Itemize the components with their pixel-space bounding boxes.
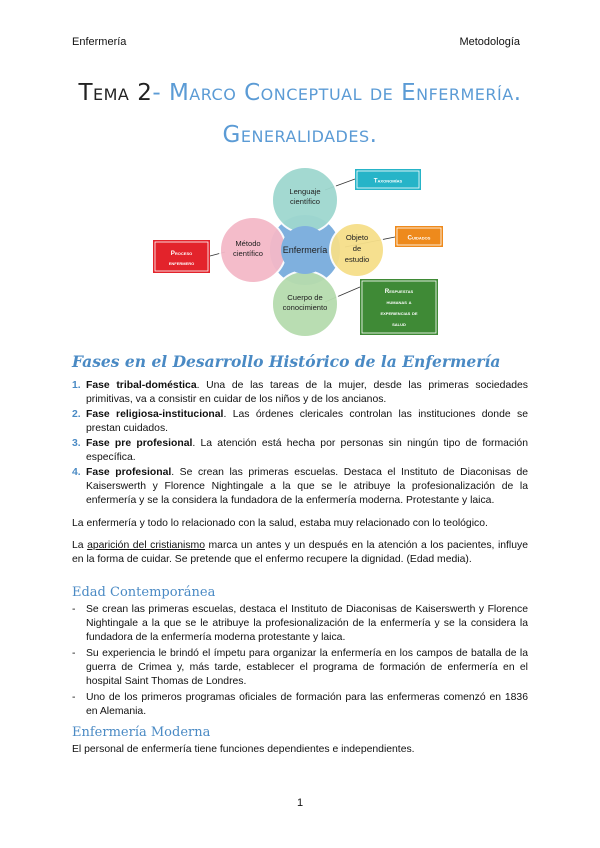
paragraph-moderna: El personal de enfermería tiene funciones dependientes e independientes. [72,744,415,755]
title-prefix: Tema 2 [78,80,153,106]
label-respuestas-2: humanas a [386,299,412,306]
paragraph-cristianismo: La aparición del cristianismo marca un antes y un después en la atención a los pacientes, influye en la forma de cuidar. Se pretende que el enfermo recupere la dignidad. (Edad media). [72,540,528,565]
title-line1: - Marco Conceptual de Enfermería. [152,80,522,106]
label-cuerpo-2: conocimiento [282,303,328,312]
label-metodo-2: científico [233,249,263,258]
label-enfermeria: Enfermería [282,245,328,255]
label-respuestas-3: experiencias de [380,310,418,317]
label-respuestas-4: salud [392,321,406,328]
underlined-phrase: aparición del cristianismo [87,540,205,551]
label-cuerpo-1: Cuerpo de [287,293,323,302]
label-cuidados: Cuidados [407,234,431,242]
label-proceso-1: Proceso [170,250,193,257]
page-number: 1 [296,797,304,809]
label-objeto-2: de [352,244,362,253]
nursing-concept-diagram [150,162,450,342]
list-item: - Su experiencia le brindó el ímpetu para organizar la enfermería en los campos de batalla de la guerra de Crimea y, más tarde, establecer el programa de formación de enfermería en el hospital Saint Thomas de Londres. [72,648,528,687]
list-item: - Uno de los primeros programas oficiales de formación para las enfermeras comenzó en 1836 en Alemania. [72,692,528,717]
label-objeto-3: estudio [344,255,370,264]
label-proceso-2: enfermero [168,260,195,267]
label-lenguaje-2: científico [290,197,320,206]
list-item: 1. Fase tribal-doméstica. Una de las tareas de la mujer, desde las primeras sociedades primitivas, va a consistir en cuidar de los niños y de los ancianos. [72,380,528,405]
title-line2: Generalidades. [222,122,378,148]
section-heading-fases: Fases en el Desarrollo Histórico de la Enfermería [72,352,501,371]
page-title [0,80,600,106]
header-left: Enfermería [72,36,127,48]
label-metodo-1: Método [235,239,261,248]
header-right: Metodología [459,36,520,48]
phases-list [72,379,528,509]
list-item: 3. Fase pre profesional. La atención está hecha por personas sin ningún tipo de formación específica. [72,438,528,463]
contemporanea-list [72,603,528,721]
list-item: 4. Fase profesional. Se crean las primeras escuelas. Destaca el Instituto de Diaconisas de Kaiserswerth y Florence Nightingale a la que se le atribuye la profesionalización de la enfermería y se la considera la fundadora de la enfermería moderna. Protestante y laica. [72,467,529,506]
label-lenguaje-1: Lenguaje [289,187,321,196]
list-item: - Se crean las primeras escuelas, destaca el Instituto de Diaconisas de Kaiserswerth y Florence Nightingale a la que se le atribuye la profesionalización de la enfermería y se la considera la fundadora de la enfermería moderna protestante y laica. [72,604,528,643]
label-taxonomias: Taxonomías [373,177,403,185]
page-subtitle [0,122,600,148]
section-heading-contemporanea: Edad Contemporánea [72,585,216,600]
list-item: 2. Fase religiosa-institucional. Las órdenes clericales controlan las instituciones donde se prestan cuidados. [72,409,528,434]
label-respuestas-1: Respuestas [384,288,414,295]
paragraph-teologico: La enfermería y todo lo relacionado con la salud, estaba muy relacionado con lo teológico. [72,518,488,529]
section-heading-moderna: Enfermería Moderna [72,725,211,740]
label-objeto-1: Objeto [345,233,369,242]
